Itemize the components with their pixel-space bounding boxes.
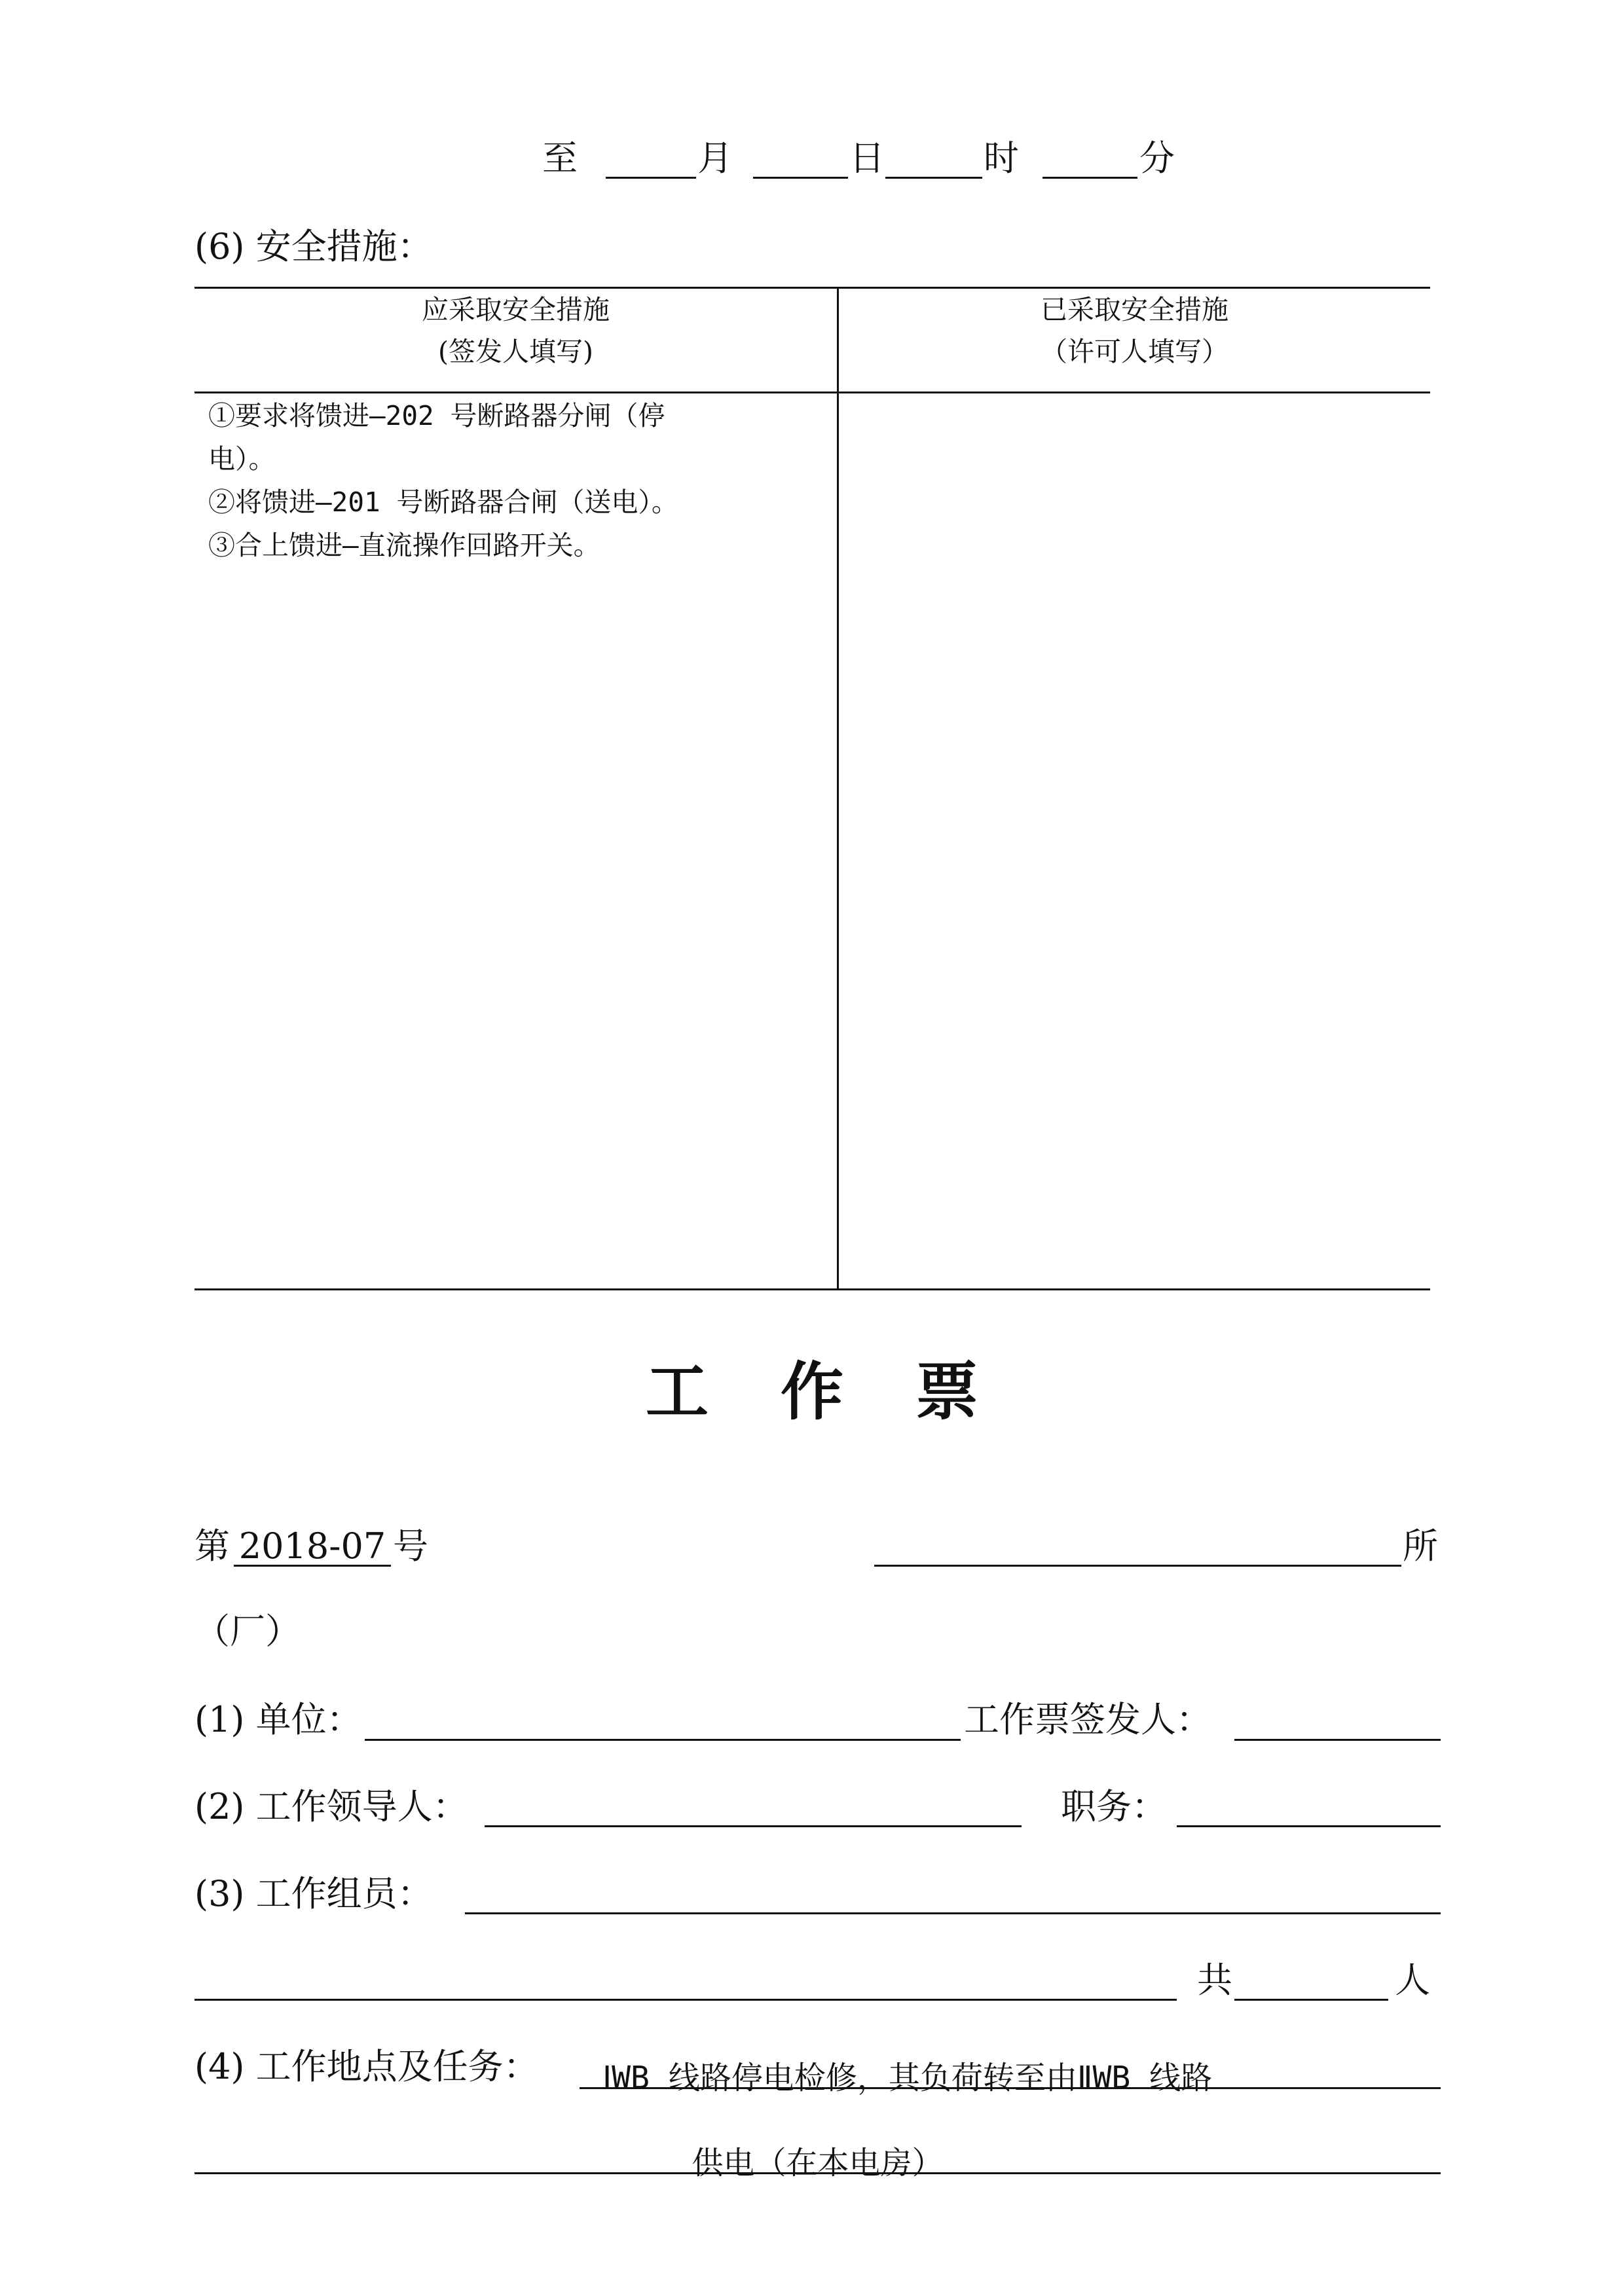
leader-blank[interactable]: [485, 1825, 1022, 1827]
location-text-line1: ⅠWB 线路停电检修，其负荷转至由ⅡWB 线路: [602, 2060, 1213, 2096]
page-title: 工作票: [646, 1355, 1050, 1429]
position-label: 职务：: [1061, 1786, 1167, 1827]
location-underline1: [580, 2087, 1441, 2089]
day-label: 日: [849, 137, 885, 179]
issuer-blank[interactable]: [1234, 1739, 1441, 1741]
measure-line: ①要求将馈进—202 号断路器分闸（停: [208, 400, 665, 431]
table-column-divider: [837, 287, 839, 1290]
minute-label: 分: [1139, 137, 1175, 179]
station-blank[interactable]: [874, 1565, 1401, 1567]
to-label: 至: [542, 137, 578, 179]
left-header-line1: 应采取安全措施: [422, 294, 610, 325]
table-bottom-border: [194, 1288, 1430, 1290]
total-label: 共: [1197, 1959, 1232, 2001]
right-column-header: [839, 289, 1430, 373]
ticket-number-underline: [234, 1565, 391, 1567]
members-blank-line2[interactable]: [194, 1999, 1177, 2001]
location-label: (4) 工作地点及任务：: [194, 2046, 539, 2087]
position-blank[interactable]: [1177, 1825, 1441, 1827]
month-blank[interactable]: [606, 177, 696, 179]
hour-label: 时: [984, 137, 1019, 179]
member-count-blank[interactable]: [1234, 1999, 1388, 2001]
taken-measures-cell[interactable]: [841, 396, 1428, 1286]
right-header-line1: 已采取安全措施: [1041, 294, 1228, 325]
measure-line: ②将馈进—201 号断路器合闸（送电）。: [208, 486, 678, 518]
leader-label: (2) 工作领导人：: [194, 1786, 468, 1827]
members-label: (3) 工作组员：: [194, 1873, 433, 1914]
right-header-line2: （许可人填写）: [1041, 336, 1228, 367]
factory-label: （厂）: [194, 1611, 301, 1652]
month-label: 月: [697, 137, 733, 179]
unit-label: (1) 单位：: [194, 1699, 362, 1740]
station-label: 所: [1403, 1525, 1438, 1567]
minute-blank[interactable]: [1043, 177, 1137, 179]
table-header-border: [194, 392, 1430, 393]
person-label: 人: [1395, 1959, 1430, 2001]
hour-blank[interactable]: [885, 177, 982, 179]
issuer-label: 工作票签发人：: [964, 1699, 1211, 1740]
measure-line: 电）。: [208, 443, 276, 475]
left-column-header: [194, 289, 837, 373]
left-header-line2: (签发人填写): [438, 336, 593, 367]
section6-label: (6) 安全措施：: [194, 226, 433, 267]
day-blank[interactable]: [753, 177, 848, 179]
ticket-number-value[interactable]: 2018-07: [238, 1525, 386, 1567]
ticket-number-prefix: 第: [194, 1525, 230, 1567]
location-text-line2: 供电（在本电房）: [692, 2145, 944, 2181]
ticket-number-suffix: 号: [393, 1525, 428, 1567]
members-blank-line1[interactable]: [465, 1912, 1441, 1914]
unit-blank[interactable]: [365, 1739, 961, 1741]
location-underline2: [194, 2172, 1441, 2174]
measure-line: ③合上馈进—直流操作回路开关。: [208, 530, 600, 561]
measures-list: [208, 394, 830, 567]
